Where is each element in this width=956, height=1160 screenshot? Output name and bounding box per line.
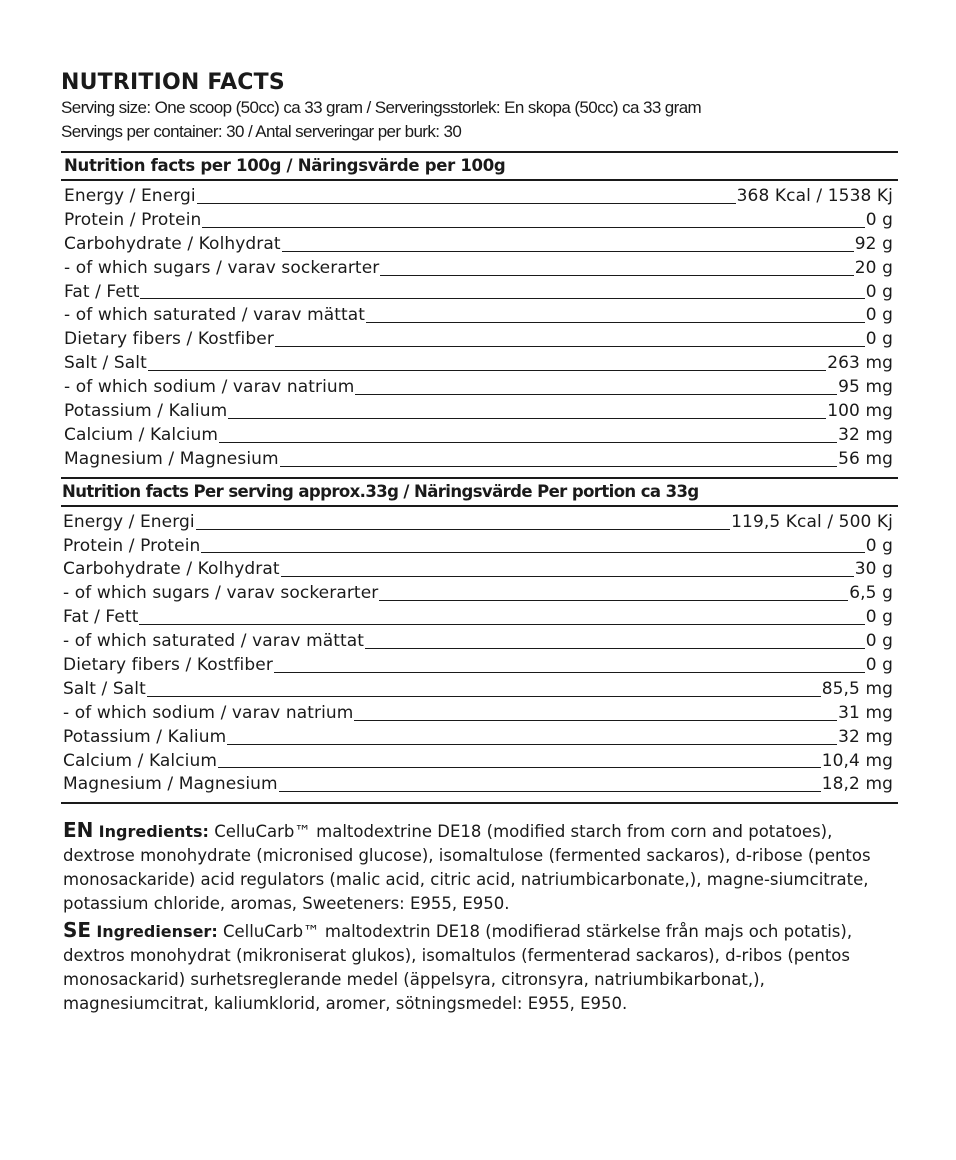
language-code-en: EN xyxy=(63,818,94,843)
ingredients-text-en: CelluCarb™ maltodextrine DE18 (modified starch from corn and potatoes), dextrose monohydrate (micronised glucose), isomaltulose (fermented sackaros), d-ribose (pentos monosackaride) acid regulators (malic acid, citric acid, natriumbicarbonate,), magne-siumcitrate, potassium chloride, aromas, Sweeteners: E955, E950. xyxy=(63,822,871,914)
nutrient-row xyxy=(61,511,898,535)
nutrient-label: Fat / Fett xyxy=(64,281,140,302)
nutrient-row xyxy=(61,535,898,559)
nutrient-row xyxy=(61,630,898,654)
nutrient-row xyxy=(61,185,898,209)
language-code-se: SE xyxy=(63,918,92,943)
nutrient-label: Calcium / Kalcium xyxy=(64,424,219,445)
leader-line xyxy=(354,719,837,721)
nutrient-row xyxy=(61,678,898,702)
ingredients-text-se: CelluCarb™ maltodextrin DE18 (modifierad stärkelse från majs och potatis), dextros monohydrat (mikroniserat glukos), isomaltulos (fermenterad sackaros), d-ribos (pentos monosackarid) surhetsreglerande medel (äppelsyra, citronsyra, natriumbikarbonat,), magnesiumcitrat, kaliumklorid, aromer, sötningsmedel: E955, E950. xyxy=(63,922,853,1014)
nutrient-label: Carbohydrate / Kolhydrat xyxy=(63,559,280,580)
nutrient-label: Salt / Salt xyxy=(63,678,146,699)
nutrient-value: 0 g xyxy=(865,209,893,230)
nutrient-row xyxy=(61,606,898,630)
divider xyxy=(61,802,898,804)
nutrient-value: 100 mg xyxy=(827,401,893,422)
nutrient-label: - of which sodium / varav natrium xyxy=(64,377,355,398)
leader-line xyxy=(379,599,848,601)
nutrient-value: 0 g xyxy=(865,535,893,556)
leader-line xyxy=(219,441,837,443)
leader-line xyxy=(281,575,854,577)
nutrient-value: 119,5 Kcal / 500 Kj xyxy=(731,511,893,532)
leader-line xyxy=(148,369,826,371)
nutrient-row xyxy=(61,257,898,281)
nutrient-label: Potassium / Kalium xyxy=(64,401,228,422)
nutrient-row xyxy=(61,304,898,328)
nutrient-label: Calcium / Kalcium xyxy=(63,750,218,771)
leader-line xyxy=(275,345,865,347)
nutrient-value: 0 g xyxy=(865,305,893,326)
nutrient-value: 6,5 g xyxy=(849,583,893,604)
nutrient-row xyxy=(61,582,898,606)
nutrient-row xyxy=(61,352,898,376)
leader-line xyxy=(365,647,865,649)
nutrient-value: 0 g xyxy=(865,281,893,302)
ingredients-heading-en: Ingredients: xyxy=(98,822,209,842)
leader-line xyxy=(201,551,864,553)
leader-line xyxy=(197,202,736,204)
leader-line xyxy=(279,790,821,792)
leader-line xyxy=(280,465,837,467)
nutrient-label: - of which sodium / varav natrium xyxy=(63,702,354,723)
nutrient-value: 263 mg xyxy=(827,353,893,374)
nutrient-row xyxy=(61,281,898,305)
nutrient-value: 32 mg xyxy=(838,726,893,747)
nutrient-label: - of which saturated / varav mättat xyxy=(63,631,365,652)
nutrient-value: 18,2 mg xyxy=(821,774,893,795)
nutrient-value: 0 g xyxy=(865,631,893,652)
ingredients-section xyxy=(61,818,898,1016)
nutrient-row xyxy=(61,726,898,750)
nutrient-value: 85,5 mg xyxy=(821,678,893,699)
nutrient-row xyxy=(61,400,898,424)
nutrient-value: 32 mg xyxy=(838,424,893,445)
nutrient-value: 20 g xyxy=(854,257,893,278)
nutrient-label: - of which sugars / varav sockerarter xyxy=(63,583,379,604)
nutrient-value: 30 g xyxy=(854,559,893,580)
servings-per-container: Servings per container: 30 / Antal serveringar per burk: 30 xyxy=(61,122,462,141)
leader-line xyxy=(139,623,864,625)
nutrient-label: Protein / Protein xyxy=(63,535,201,556)
leader-line xyxy=(218,766,821,768)
nutrient-row xyxy=(61,773,898,797)
leader-line xyxy=(147,695,821,697)
ingredients-heading-se: Ingredienser: xyxy=(96,922,218,942)
nutrient-row xyxy=(61,328,898,352)
nutrient-value: 0 g xyxy=(865,655,893,676)
nutrient-label: Potassium / Kalium xyxy=(63,726,227,747)
nutrient-label: Salt / Salt xyxy=(64,353,147,374)
nutrient-label: Carbohydrate / Kolhydrat xyxy=(64,233,281,254)
nutrition-label xyxy=(61,70,898,1018)
nutrient-row xyxy=(61,702,898,726)
nutrient-label: - of which saturated / varav mättat xyxy=(64,305,366,326)
ingredients-en xyxy=(63,818,898,916)
leader-line xyxy=(140,297,864,299)
nutrient-value: 95 mg xyxy=(838,377,893,398)
nutrient-row xyxy=(61,376,898,400)
nutrient-row xyxy=(61,654,898,678)
page-title: NUTRITION FACTS xyxy=(61,70,285,95)
leader-line xyxy=(196,528,730,530)
nutrient-row xyxy=(61,558,898,582)
nutrient-value: 0 g xyxy=(865,607,893,628)
leader-line xyxy=(355,393,837,395)
section-header-per-100g: Nutrition facts per 100g / Näringsvärde per 100g xyxy=(64,156,506,175)
nutrient-label: Magnesium / Magnesium xyxy=(63,774,278,795)
nutrient-label: - of which sugars / varav sockerarter xyxy=(64,257,380,278)
nutrient-label: Dietary fibers / Kostfiber xyxy=(64,329,274,350)
nutrient-value: 368 Kcal / 1538 Kj xyxy=(736,186,893,206)
nutrient-value: 10,4 mg xyxy=(821,750,893,771)
nutrient-row xyxy=(61,448,898,472)
nutrient-label: Energy / Energi xyxy=(64,186,196,206)
ingredients-se xyxy=(63,918,898,1016)
leader-line xyxy=(282,250,854,252)
nutrient-label: Energy / Energi xyxy=(63,511,195,532)
nutrient-row xyxy=(61,424,898,448)
section-header-per-serving: Nutrition facts Per serving approx.33g / Näringsvärde Per portion ca 33g xyxy=(62,481,699,501)
nutrient-value: 56 mg xyxy=(838,448,893,469)
leader-line xyxy=(366,321,865,323)
nutrient-row xyxy=(61,233,898,257)
nutrient-label: Magnesium / Magnesium xyxy=(64,448,279,469)
serving-size: Serving size: One scoop (50cc) ca 33 gram / Serveringsstorlek: En skopa (50cc) ca 33 gram xyxy=(61,98,702,117)
leader-line xyxy=(274,671,865,673)
nutrient-table-per-serving xyxy=(61,507,898,803)
nutrient-label: Fat / Fett xyxy=(63,607,139,628)
leader-line xyxy=(228,417,826,419)
nutrient-row xyxy=(61,750,898,774)
leader-line xyxy=(202,226,864,228)
nutrient-value: 0 g xyxy=(865,329,893,350)
nutrient-label: Dietary fibers / Kostfiber xyxy=(63,655,273,676)
nutrient-table-per-100g xyxy=(61,181,898,477)
nutrient-value: 92 g xyxy=(854,233,893,254)
nutrient-row xyxy=(61,209,898,233)
leader-line xyxy=(380,274,853,276)
leader-line xyxy=(227,743,837,745)
nutrient-label: Protein / Protein xyxy=(64,209,202,230)
nutrient-value: 31 mg xyxy=(838,702,893,723)
